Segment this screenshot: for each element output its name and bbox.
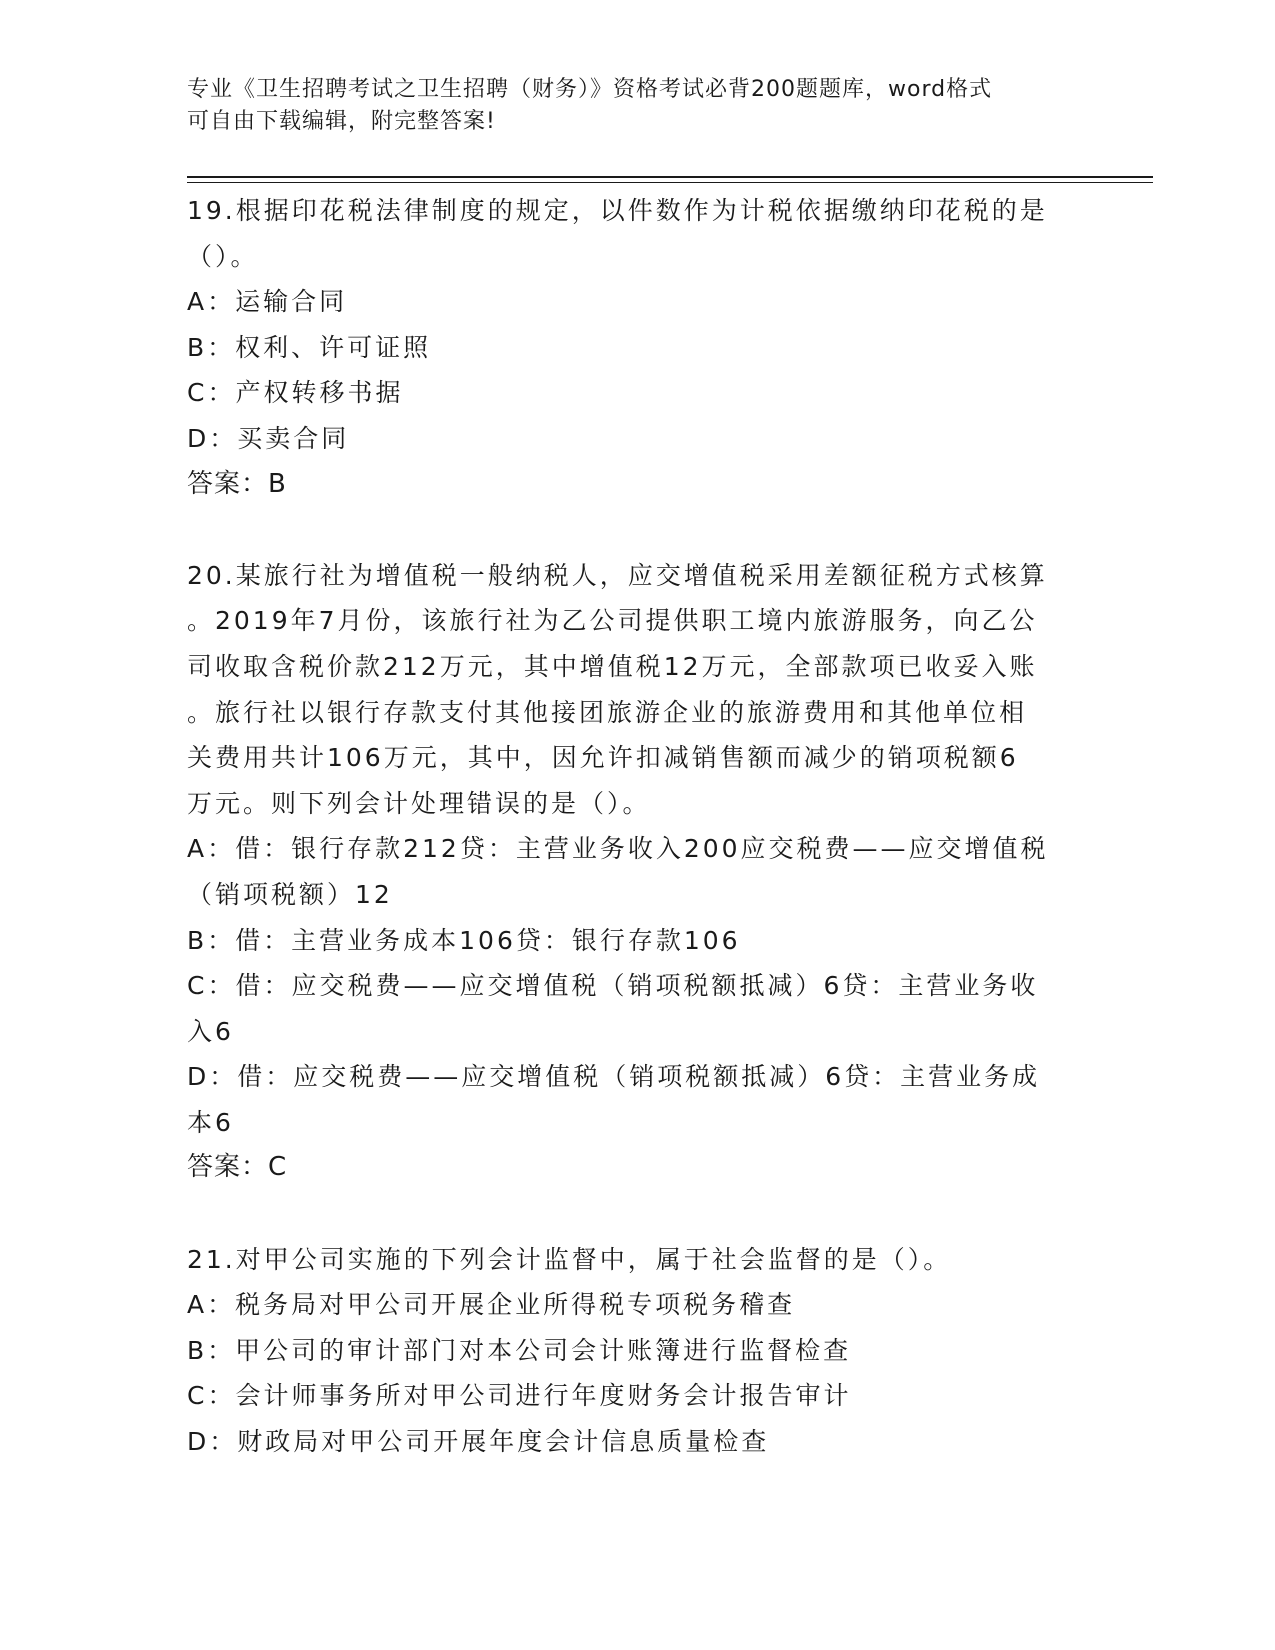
header-divider-thin [187, 182, 1153, 183]
question-stem-line: （）。 [187, 241, 259, 271]
answer-line: 答案：C [187, 1152, 288, 1183]
question-stem-line: 司收取含税价款212万元，其中增值税12万元，全部款项已收妥入账 [187, 651, 1038, 681]
question-stem-line: 。旅行社以银行存款支付其他接团旅游企业的旅游费用和其他单位相 [187, 697, 1028, 727]
option-c: C：借：应交税费——应交增值税（销项税额抵减）6贷：主营业务收 [187, 971, 1039, 1001]
question-list [187, 188, 1077, 1510]
option-a-continued: （销项税额）12 [187, 879, 393, 909]
question-20 [187, 553, 1077, 1191]
question-19 [187, 188, 1077, 507]
header-line: 可自由下载编辑，附完整答案! [187, 109, 496, 134]
question-stem-line: 万元。则下列会计处理错误的是（）。 [187, 788, 651, 818]
option-a: A：税务局对甲公司开展企业所得税专项税务稽查 [187, 1290, 796, 1320]
option-c: C：产权转移书据 [187, 378, 404, 408]
question-stem-line: 。2019年7月份，该旅行社为乙公司提供职工境内旅游服务，向乙公 [187, 606, 1038, 636]
option-c-continued: 入6 [187, 1016, 234, 1046]
option-d: D：买卖合同 [187, 423, 350, 453]
header-divider-thick [187, 176, 1153, 178]
option-d: D：财政局对甲公司开展年度会计信息质量检查 [187, 1427, 770, 1457]
page-header [187, 74, 1067, 138]
option-b: B：权利、许可证照 [187, 332, 432, 362]
option-b: B：借：主营业务成本106贷：银行存款106 [187, 925, 741, 955]
header-line: 专业《卫生招聘考试之卫生招聘（财务）》资格考试必背200题题库，word格式 [187, 77, 993, 102]
question-stem-line: 21.对甲公司实施的下列会计监督中，属于社会监督的是（）。 [187, 1244, 952, 1274]
question-stem-line: 关费用共计106万元，其中，因允许扣减销售额而减少的销项税额6 [187, 743, 1019, 773]
option-a: A：运输合同 [187, 287, 348, 317]
question-stem-line: 20.某旅行社为增值税一般纳税人，应交增值税采用差额征税方式核算 [187, 560, 1048, 590]
question-stem-line: 19.根据印花税法律制度的规定，以件数作为计税依据缴纳印花税的是 [187, 196, 1048, 225]
option-c: C：会计师事务所对甲公司进行年度财务会计报告审计 [187, 1381, 852, 1411]
option-a: A：借：银行存款212贷：主营业务收入200应交税费——应交增值税 [187, 834, 1049, 864]
question-21 [187, 1237, 1077, 1465]
option-d: D：借：应交税费——应交增值税（销项税额抵减）6贷：主营业务成 [187, 1062, 1041, 1092]
option-b: B：甲公司的审计部门对本公司会计账簿进行监督检查 [187, 1335, 852, 1365]
answer-line: 答案：B [187, 468, 287, 499]
option-d-continued: 本6 [187, 1107, 234, 1137]
